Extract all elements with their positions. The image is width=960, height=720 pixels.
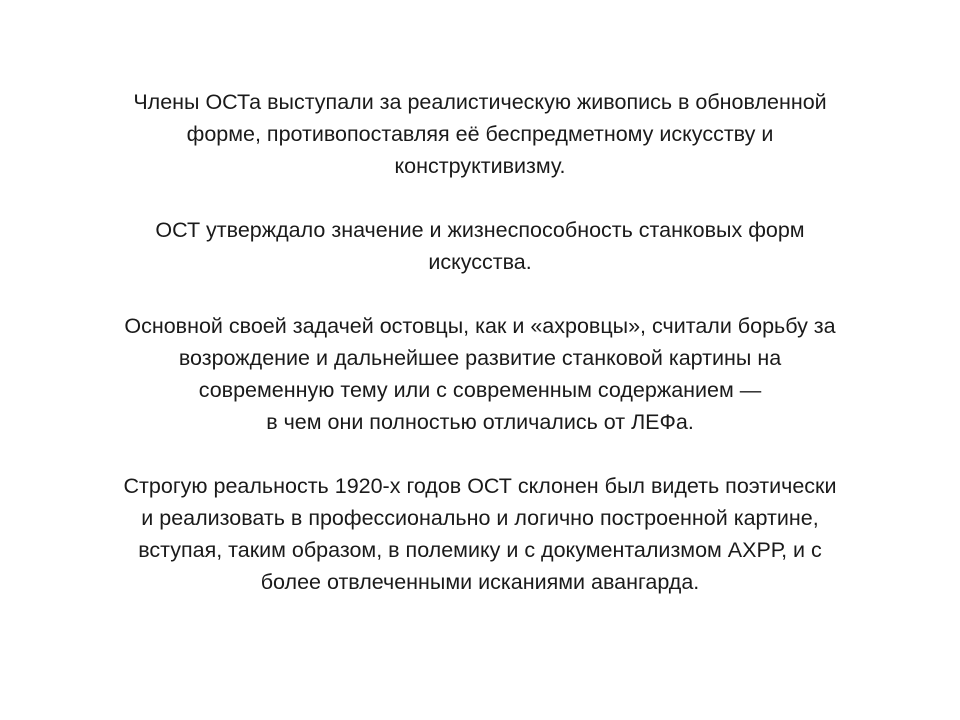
text-line: форме, противопоставляя её беспредметному искусству и	[186, 122, 774, 146]
text-line: вступая, таким образом, в полемику и с документализмом АХРР, и с	[138, 538, 822, 562]
text-line: Основной своей задачей остовцы, как и «ахровцы», считали борьбу за	[124, 314, 836, 338]
text-line: ОСТ утверждало значение и жизнеспособность станковых форм	[155, 218, 805, 242]
slide-text-body	[20, 86, 940, 598]
text-line: искусства.	[428, 250, 532, 274]
text-line: Члены ОСТа выступали за реалистическую живопись в обновленной	[133, 90, 827, 114]
text-line: конструктивизму.	[394, 154, 566, 178]
paragraph-easel-forms	[20, 214, 940, 278]
text-line: в чем они полностью отличались от ЛЕФа.	[266, 410, 694, 434]
text-line: возрождение и дальнейшее развитие станковой картины на	[178, 346, 782, 370]
text-line: Строгую реальность 1920-х годов ОСТ склонен был видеть поэтически	[123, 474, 837, 498]
paragraph-ost-realism	[20, 86, 940, 182]
text-line: более отвлеченными исканиями авангарда.	[260, 570, 700, 594]
text-line: и реализовать в профессионально и логично построенной картине,	[141, 506, 819, 530]
paragraph-poetic-reality	[20, 470, 940, 598]
text-line: современную тему или с современным содержанием —	[198, 378, 762, 402]
paragraph-main-task	[20, 310, 940, 438]
